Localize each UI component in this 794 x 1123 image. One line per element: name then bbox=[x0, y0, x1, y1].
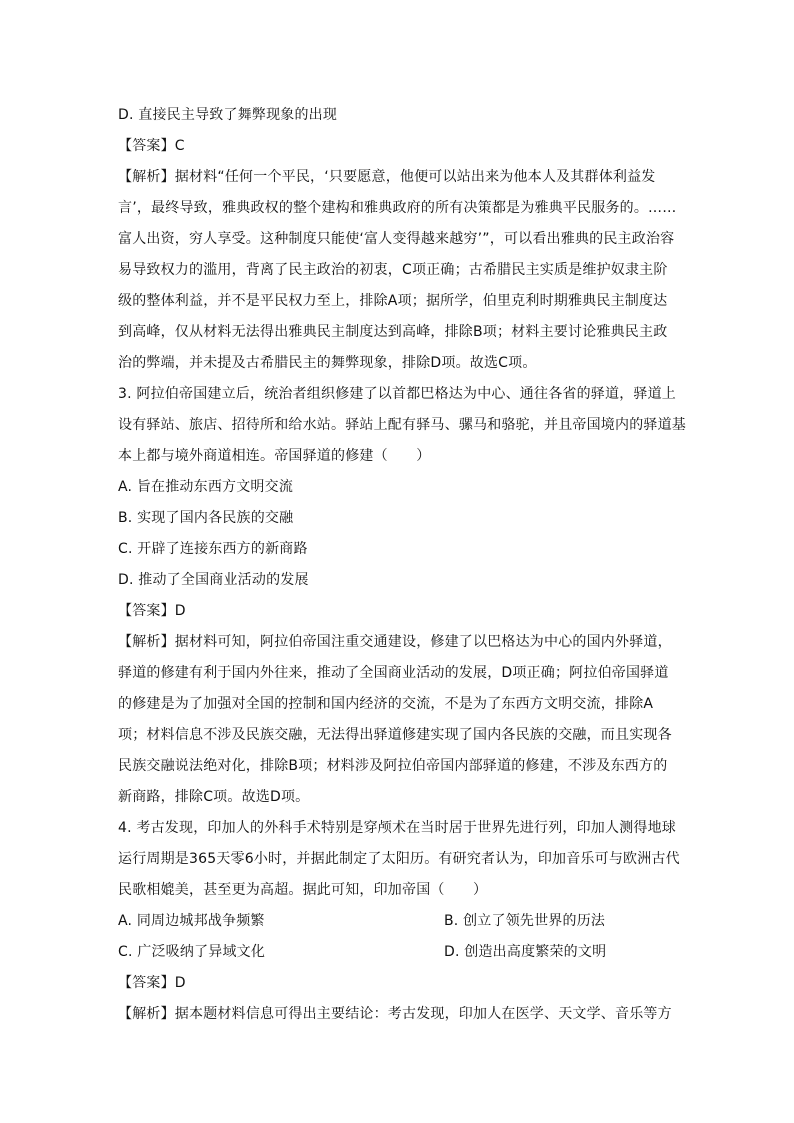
q3-analysis-line: 新商路，排除C项。故选D项。 bbox=[118, 789, 310, 805]
q2-analysis-line: 易导致权力的滥用，背离了民主政治的初衷，C项正确；古希腊民主实质是维护奴隶主阶 bbox=[118, 262, 668, 278]
document-body bbox=[118, 100, 686, 1030]
q2-analysis-line: 级的整体利益，并不是平民权力至上，排除A项；据所学，伯里克利时期雅典民主制度达 bbox=[118, 293, 668, 309]
q3-analysis-line: 【解析】据材料可知，阿拉伯帝国注重交通建设，修建了以巴格达为中心的国内外驿道， bbox=[118, 634, 672, 650]
q4-answer: 【答案】D bbox=[118, 975, 186, 991]
q2-answer: 【答案】C bbox=[118, 138, 185, 154]
q3-analysis-line: 驿道的修建有利于国内外往来，推动了全国商业活动的发展，D项正确；阿拉伯帝国驿道 bbox=[118, 665, 669, 681]
q3-option-a: A. 旨在推动东西方文明交流 bbox=[118, 479, 294, 495]
q3-stem-line: 设有驿站、旅店、招待所和给水站。驿站上配有驿马、骡马和骆驼，并且帝国境内的驿道基 bbox=[118, 417, 686, 433]
q2-analysis-line: 治的弊端，并未提及古希腊民主的舞弊现象，排除D项。故选C项。 bbox=[118, 355, 537, 371]
q4-stem-line: 民歌相媲美，甚至更为高超。据此可知，印加帝国（ ） bbox=[118, 882, 488, 898]
q2-analysis-line: 到高峰，仅从材料无法得出雅典民主制度达到高峰，排除B项；材料主要讨论雅典民主政 bbox=[118, 324, 668, 340]
q3-analysis-line: 项；材料信息不涉及民族交融，无法得出驿道修建实现了国内各民族的交融，而且实现各 bbox=[118, 727, 672, 743]
q4-options-row-2 bbox=[118, 937, 674, 968]
q3-analysis-line: 的修建是为了加强对全国的控制和国内经济的交流，不是为了东西方文明交流，排除A bbox=[118, 696, 654, 712]
q3-analysis-line: 民族交融说法绝对化，排除B项；材料涉及阿拉伯帝国内部驿道的修建，不涉及东西方的 bbox=[118, 758, 668, 774]
q3-option-b: B. 实现了国内各民族的交融 bbox=[118, 510, 294, 526]
q2-analysis-line: 富人出资，穷人享受。这种制度只能使‘富人变得越来越穷’”，可以看出雅典的民主政治容 bbox=[118, 231, 675, 247]
q3-option-c: C. 开辟了连接东西方的新商路 bbox=[118, 541, 308, 557]
q2-option-d: D. 直接民主导致了舞弊现象的出现 bbox=[118, 107, 338, 123]
q2-analysis-line: 言’，最终导致，雅典政权的整个建构和雅典政府的所有决策都是为雅典平民服务的。…… bbox=[118, 200, 677, 216]
q2-analysis-line: 【解析】据材料“任何一个平民，‘只要愿意，他便可以站出来为他本人及其群体利益发 bbox=[118, 169, 656, 185]
q4-options-row-1 bbox=[118, 906, 674, 937]
q3-stem-line: 本上都与境外商道相连。帝国驿道的修建（ ） bbox=[118, 448, 431, 464]
q3-answer: 【答案】D bbox=[118, 603, 186, 619]
q4-stem-line: 运行周期是365天零6小时，并据此制定了太阳历。有研究者认为，印加音乐可与欧洲古代 bbox=[118, 851, 680, 867]
q4-stem-line: 4. 考古发现，印加人的外科手术特别是穿颅术在当时居于世界先进行列，印加人测得地球 bbox=[118, 820, 677, 836]
q3-option-d: D. 推动了全国商业活动的发展 bbox=[118, 572, 309, 588]
q4-option-b: B. 创立了领先世界的历法 bbox=[444, 913, 606, 929]
q4-option-c: C. 广泛吸纳了异域文化 bbox=[118, 944, 266, 960]
q4-analysis-line: 【解析】据本题材料信息可得出主要结论：考古发现，印加人在医学、天文学、音乐等方 bbox=[118, 1006, 672, 1022]
q4-option-a: A. 同周边城邦战争频繁 bbox=[118, 913, 265, 929]
q4-option-d: D. 创造出高度繁荣的文明 bbox=[444, 944, 607, 960]
q3-stem-line: 3. 阿拉伯帝国建立后，统治者组织修建了以首都巴格达为中心、通往各省的驿道，驿道上 bbox=[118, 386, 677, 402]
